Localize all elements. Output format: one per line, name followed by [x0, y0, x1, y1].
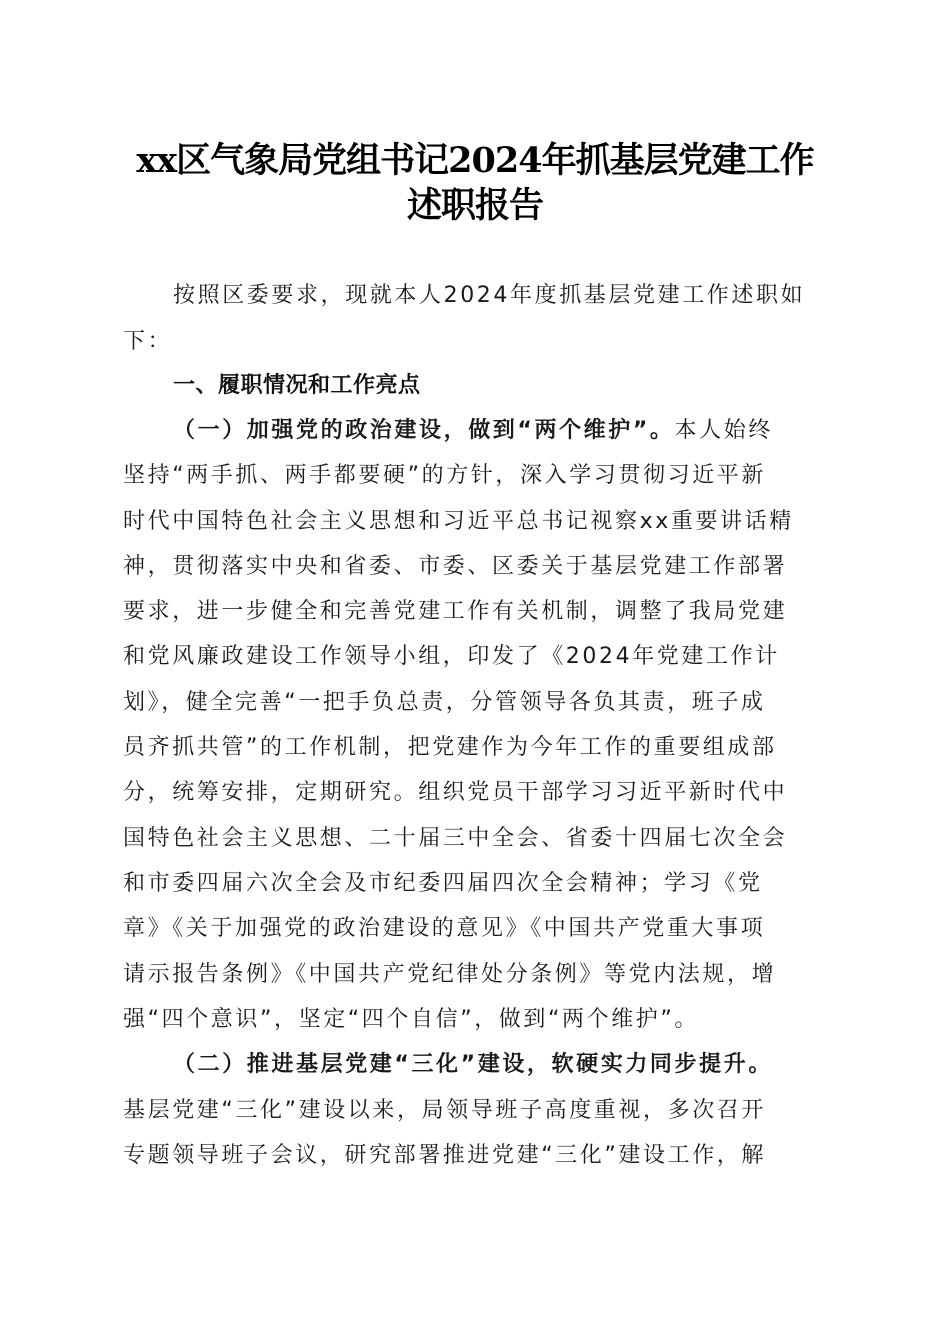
subsection-2-lead-text: （二）推进基层党建“三化”建设，软硬实力同步提升。	[173, 1052, 773, 1077]
subsection-1-line: 分，统筹安排，定期研究。组织党员干部学习习近平新时代中	[123, 780, 788, 805]
subsection-1-line: 和市委四届六次全会及市纪委四届四次全会精神；学习《党	[123, 871, 763, 896]
document-title-line-1: xx区气象局党组书记2024年抓基层党建工作	[136, 140, 814, 181]
subsection-1-line: 坚持“两手抓、两手都要硬”的方针，深入学习贯彻习近平新	[123, 463, 766, 488]
subsection-1-line: 要求，进一步健全和完善党建工作有关机制，调整了我局党建	[123, 599, 788, 624]
subsection-2-line: 基层党建“三化”建设以来，局领导班子高度重视，多次召开	[123, 1098, 766, 1123]
document-title-line-2: 述职报告	[406, 185, 543, 226]
subsection-2-line: 专题领导班子会议，研究部署推进党建“三化”建设工作，解	[123, 1143, 766, 1168]
subsection-1-line: 国特色社会主义思想、二十届三中全会、省委十四届七次全会	[123, 826, 788, 851]
subsection-1-line: 神，贯彻落实中央和省委、市委、区委关于基层党建工作部署	[123, 554, 788, 579]
subsection-1-first-line	[173, 416, 773, 446]
subsection-1-lead: （一）加强党的政治建设，做到“两个维护”。	[173, 418, 675, 443]
subsection-1-line: 时代中国特色社会主义思想和习近平总书记视察xx重要讲话精	[123, 509, 794, 534]
intro-line-2: 下：	[123, 329, 173, 354]
subsection-1-line: 强“四个意识”，坚定“四个自信”，做到“两个维护”。	[123, 1007, 699, 1032]
subsection-1-line-1-rest: 本人始终	[674, 418, 773, 443]
subsection-1-line: 和党风廉政建设工作领导小组，印发了《2024年党建工作计	[123, 644, 780, 669]
intro-line-1: 按照区委要求，现就本人2024年度抓基层党建工作述职如	[173, 283, 806, 308]
subsection-1-line: 请示报告条例》《中国共产党纪律处分条例》等党内法规，增	[123, 962, 777, 987]
subsection-1-line: 划》，健全完善“一把手负总责，分管领导各负其责，班子成	[123, 690, 766, 715]
subsection-1-line: 员齐抓共管”的工作机制，把党建作为今年工作的重要组成部	[123, 735, 777, 760]
section-1-heading: 一、履职情况和工作亮点	[173, 373, 421, 398]
subsection-2-lead	[173, 1050, 773, 1080]
subsection-1-line: 章》《关于加强党的政治建设的意见》《中国共产党重大事项	[123, 916, 766, 941]
